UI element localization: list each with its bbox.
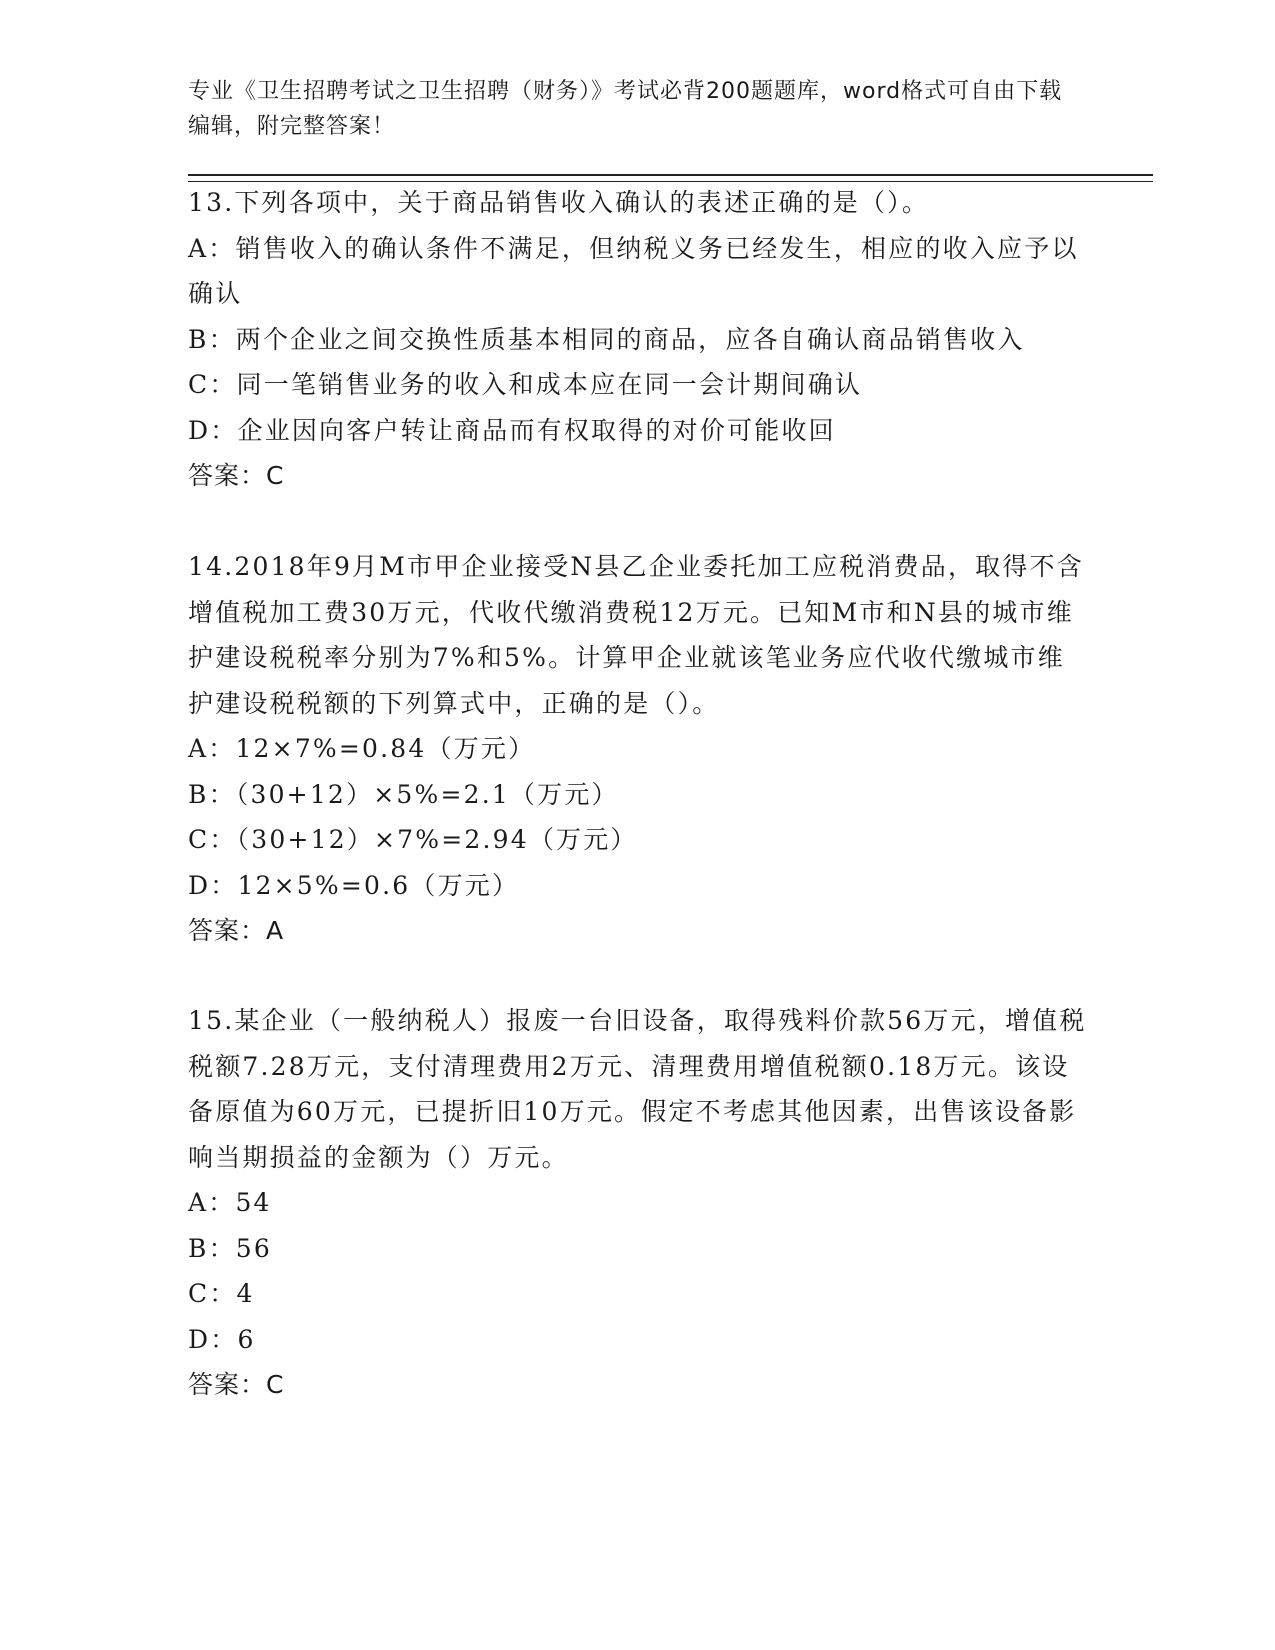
- question-stem: 15.某企业（一般纳税人）报废一台旧设备，取得残料价款56万元，增值税税额7.28万元，支付清理费用2万元、清理费用增值税额0.18万元。该设备原值为60万元，已提折旧10万元。假定不考虑其他因素，出售该设备影响当期损益的金额为（）万元。: [188, 1006, 1087, 1172]
- question-stem: 13.下列各项中，关于商品销售收入确认的表述正确的是（）。: [188, 188, 930, 217]
- answer: 答案：C: [188, 1370, 285, 1399]
- option-d: D：6: [188, 1324, 256, 1354]
- option-c: C：同一笔销售业务的收入和成本应在同一会计期间确认: [188, 370, 863, 399]
- option-a: A：54: [188, 1188, 272, 1217]
- answer: 答案：A: [188, 916, 285, 945]
- option-b: B：两个企业之间交换性质基本相同的商品，应各自确认商品销售收入: [188, 324, 1025, 354]
- option-d: D：12×5%=0.6（万元）: [188, 870, 520, 900]
- option-b: B：56: [188, 1233, 272, 1263]
- question-stem: 14.2018年9月M市甲企业接受N县乙企业委托加工应税消费品，取得不含增值税加工费30万元，代收代缴消费税12万元。已知M市和N县的城市维护建设税税率分别为7%和5%。计算甲企业就该笔业务应代收代缴城市维护建设税税额的下列算式中，正确的是（）。: [188, 552, 1084, 718]
- option-a: A：销售收入的确认条件不满足，但纳税义务已经发生，相应的收入应予以确认: [188, 233, 1079, 308]
- question-14: [188, 544, 1088, 954]
- option-b: B：（30+12）×5%=2.1（万元）: [188, 779, 619, 809]
- option-d: D：企业因向客户转让商品而有权取得的对价可能收回: [188, 415, 836, 445]
- option-c: C：4: [188, 1279, 255, 1308]
- document-header: 专业《卫生招聘考试之卫生招聘（财务）》考试必背200题题库，word格式可自由下载编辑，附完整答案！: [188, 79, 1063, 139]
- option-c: C：（30+12）×7%=2.94（万元）: [188, 825, 638, 854]
- question-13: [188, 180, 1088, 499]
- option-a: A：12×7%=0.84（万元）: [188, 734, 536, 763]
- answer: 答案：C: [188, 461, 285, 490]
- question-15: [188, 998, 1088, 1408]
- header-divider: [188, 174, 1153, 176]
